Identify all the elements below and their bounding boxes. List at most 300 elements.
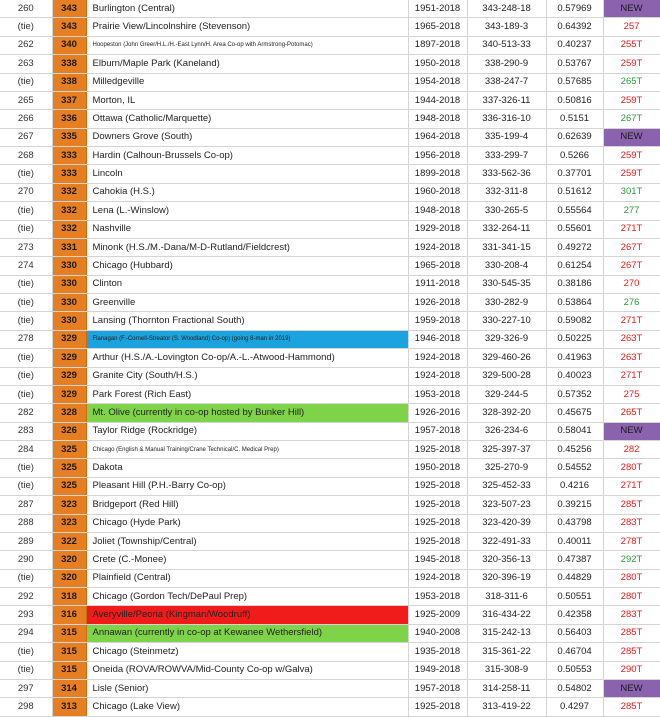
pct-cell: 0.40011	[546, 532, 603, 550]
table-row[interactable]	[0, 294, 660, 312]
wins-cell: 313	[52, 698, 86, 716]
table-row[interactable]	[0, 349, 660, 367]
table-row[interactable]	[0, 661, 660, 679]
school-cell: Hardin (Calhoun-Brussels Co-op)	[86, 147, 408, 165]
rank-cell: 274	[0, 257, 52, 275]
pct-cell: 0.43798	[546, 514, 603, 532]
years-cell: 1946-2018	[408, 330, 467, 348]
wins-cell: 332	[52, 183, 86, 201]
school-cell: Lena (L.-Winslow)	[86, 202, 408, 220]
record-cell: 331-341-15	[467, 238, 546, 256]
pct-cell: 0.55601	[546, 220, 603, 238]
wins-cell: 329	[52, 385, 86, 403]
wins-cell: 343	[52, 0, 86, 18]
previous-rank-cell: 271T	[603, 220, 660, 238]
record-cell: 330-282-9	[467, 294, 546, 312]
years-cell: 1953-2018	[408, 588, 467, 606]
record-cell: 329-500-28	[467, 367, 546, 385]
record-cell: 316-434-22	[467, 606, 546, 624]
record-cell: 315-242-13	[467, 624, 546, 642]
school-cell: Joliet (Township/Central)	[86, 532, 408, 550]
record-cell: 338-247-7	[467, 73, 546, 91]
previous-rank-cell: 283T	[603, 606, 660, 624]
table-row[interactable]	[0, 477, 660, 495]
record-cell: 326-234-6	[467, 422, 546, 440]
table-row[interactable]	[0, 312, 660, 330]
years-cell: 1925-2018	[408, 477, 467, 495]
rank-cell: 283	[0, 422, 52, 440]
pct-cell: 0.5151	[546, 110, 603, 128]
years-cell: 1929-2018	[408, 220, 467, 238]
wins-cell: 314	[52, 679, 86, 697]
table-row[interactable]	[0, 643, 660, 661]
wins-cell: 315	[52, 624, 86, 642]
table-row[interactable]	[0, 569, 660, 587]
pct-cell: 0.62639	[546, 128, 603, 146]
years-cell: 1957-2018	[408, 422, 467, 440]
previous-rank-cell: 257	[603, 18, 660, 36]
school-cell: Chicago (Steinmetz)	[86, 643, 408, 661]
pct-cell: 0.57969	[546, 0, 603, 18]
years-cell: 1964-2018	[408, 128, 467, 146]
record-cell: 330-265-5	[467, 202, 546, 220]
school-cell: Park Forest (Rich East)	[86, 385, 408, 403]
years-cell: 1965-2018	[408, 18, 467, 36]
school-cell: Mt. Olive (currently in co-op hosted by Bunker Hill)	[86, 404, 408, 422]
record-cell: 325-397-37	[467, 441, 546, 459]
record-cell: 330-545-35	[467, 275, 546, 293]
rank-cell: 290	[0, 551, 52, 569]
previous-rank-cell: 263T	[603, 330, 660, 348]
table-row[interactable]	[0, 404, 660, 422]
years-cell: 1924-2018	[408, 349, 467, 367]
pct-cell: 0.50553	[546, 661, 603, 679]
pct-cell: 0.49272	[546, 238, 603, 256]
pct-cell: 0.54552	[546, 459, 603, 477]
years-cell: 1950-2018	[408, 55, 467, 73]
wins-cell: 330	[52, 257, 86, 275]
years-cell: 1926-2016	[408, 404, 467, 422]
record-cell: 343-189-3	[467, 18, 546, 36]
table-row[interactable]	[0, 514, 660, 532]
record-cell: 333-562-36	[467, 165, 546, 183]
rank-cell: (tie)	[0, 73, 52, 91]
table-row[interactable]	[0, 147, 660, 165]
pct-cell: 0.53767	[546, 55, 603, 73]
wins-cell: 329	[52, 349, 86, 367]
rank-cell: (tie)	[0, 569, 52, 587]
wins-cell: 315	[52, 643, 86, 661]
table-row[interactable]	[0, 36, 660, 54]
rank-cell: 298	[0, 698, 52, 716]
pct-cell: 0.54802	[546, 679, 603, 697]
school-cell: Dakota	[86, 459, 408, 477]
years-cell: 1925-2018	[408, 514, 467, 532]
rank-cell: (tie)	[0, 165, 52, 183]
years-cell: 1940-2008	[408, 624, 467, 642]
rank-cell: (tie)	[0, 294, 52, 312]
rank-cell: (tie)	[0, 18, 52, 36]
rank-cell: (tie)	[0, 367, 52, 385]
years-cell: 1925-2018	[408, 532, 467, 550]
rank-cell: 287	[0, 496, 52, 514]
previous-rank-cell: 290T	[603, 661, 660, 679]
previous-rank-cell: 285T	[603, 496, 660, 514]
table-row[interactable]	[0, 385, 660, 403]
wins-cell: 328	[52, 404, 86, 422]
table-row[interactable]	[0, 551, 660, 569]
wins-cell: 326	[52, 422, 86, 440]
school-cell: Chicago (Hyde Park)	[86, 514, 408, 532]
table-row[interactable]	[0, 606, 660, 624]
school-cell: Clinton	[86, 275, 408, 293]
rank-cell: (tie)	[0, 349, 52, 367]
record-cell: 323-420-39	[467, 514, 546, 532]
years-cell: 1956-2018	[408, 147, 467, 165]
record-cell: 332-311-8	[467, 183, 546, 201]
school-cell: Granite City (South/H.S.)	[86, 367, 408, 385]
pct-cell: 0.53864	[546, 294, 603, 312]
school-cell: Chicago (Lake View)	[86, 698, 408, 716]
pct-cell: 0.57352	[546, 385, 603, 403]
wins-cell: 332	[52, 220, 86, 238]
school-cell: Hoopeston (John Greer/H.L./H.-East Lynn/H. Area Co-op with Armstrong-Potomac)	[86, 36, 408, 54]
previous-rank-cell: 259T	[603, 91, 660, 109]
previous-rank-cell: 283T	[603, 514, 660, 532]
wins-cell: 338	[52, 55, 86, 73]
wins-cell: 320	[52, 551, 86, 569]
table-row[interactable]	[0, 0, 660, 18]
years-cell: 1924-2018	[408, 238, 467, 256]
school-cell: Milledgeville	[86, 73, 408, 91]
school-cell: Lansing (Thornton Fractional South)	[86, 312, 408, 330]
table-row[interactable]	[0, 588, 660, 606]
school-cell: Chicago (Gordon Tech/DePaul Prep)	[86, 588, 408, 606]
pct-cell: 0.50225	[546, 330, 603, 348]
pct-cell: 0.37701	[546, 165, 603, 183]
school-cell: Bridgeport (Red Hill)	[86, 496, 408, 514]
rank-cell: 266	[0, 110, 52, 128]
school-cell: Burlington (Central)	[86, 0, 408, 18]
years-cell: 1948-2018	[408, 110, 467, 128]
rank-cell: 273	[0, 238, 52, 256]
table-row[interactable]	[0, 257, 660, 275]
record-cell: 315-308-9	[467, 661, 546, 679]
school-cell: Annawan (currently in co-op at Kewanee Wethersfield)	[86, 624, 408, 642]
table-row[interactable]	[0, 459, 660, 477]
previous-rank-cell: 255T	[603, 36, 660, 54]
record-cell: 329-244-5	[467, 385, 546, 403]
record-cell: 322-491-33	[467, 532, 546, 550]
school-cell: Cahokia (H.S.)	[86, 183, 408, 201]
table-row[interactable]	[0, 183, 660, 201]
years-cell: 1925-2018	[408, 698, 467, 716]
wins-cell: 322	[52, 532, 86, 550]
years-cell: 1924-2018	[408, 569, 467, 587]
rank-cell: 292	[0, 588, 52, 606]
previous-rank-cell: NEW	[603, 0, 660, 18]
record-cell: 337-326-11	[467, 91, 546, 109]
school-cell: Ottawa (Catholic/Marquette)	[86, 110, 408, 128]
wins-cell: 329	[52, 367, 86, 385]
previous-rank-cell: 270	[603, 275, 660, 293]
previous-rank-cell: 259T	[603, 55, 660, 73]
school-cell: Lincoln	[86, 165, 408, 183]
pct-cell: 0.5266	[546, 147, 603, 165]
rank-cell: 267	[0, 128, 52, 146]
years-cell: 1945-2018	[408, 551, 467, 569]
previous-rank-cell: NEW	[603, 128, 660, 146]
previous-rank-cell: 267T	[603, 110, 660, 128]
record-cell: 338-290-9	[467, 55, 546, 73]
pct-cell: 0.39215	[546, 496, 603, 514]
rank-cell: 288	[0, 514, 52, 532]
years-cell: 1957-2018	[408, 679, 467, 697]
rank-cell: 263	[0, 55, 52, 73]
years-cell: 1950-2018	[408, 459, 467, 477]
wins-cell: 332	[52, 202, 86, 220]
pct-cell: 0.61254	[546, 257, 603, 275]
school-cell: Averyville/Peoria (Kingman/Woodruff)	[86, 606, 408, 624]
rank-cell: (tie)	[0, 385, 52, 403]
wins-cell: 331	[52, 238, 86, 256]
record-cell: 323-507-23	[467, 496, 546, 514]
table-row[interactable]	[0, 202, 660, 220]
rank-cell: (tie)	[0, 477, 52, 495]
rank-cell: 293	[0, 606, 52, 624]
previous-rank-cell: 263T	[603, 349, 660, 367]
previous-rank-cell: 285T	[603, 698, 660, 716]
previous-rank-cell: 275	[603, 385, 660, 403]
table-row[interactable]	[0, 698, 660, 716]
school-cell: Plainfield (Central)	[86, 569, 408, 587]
school-cell: Morton, IL	[86, 91, 408, 109]
table-row[interactable]	[0, 532, 660, 550]
school-cell: Chicago (Hubbard)	[86, 257, 408, 275]
previous-rank-cell: 271T	[603, 367, 660, 385]
record-cell: 315-361-22	[467, 643, 546, 661]
record-cell: 320-356-13	[467, 551, 546, 569]
years-cell: 1935-2018	[408, 643, 467, 661]
previous-rank-cell: 280T	[603, 569, 660, 587]
pct-cell: 0.38186	[546, 275, 603, 293]
school-cell: Oneida (ROVA/ROWVA/Mid-County Co-op w/Galva)	[86, 661, 408, 679]
pct-cell: 0.4216	[546, 477, 603, 495]
wins-cell: 333	[52, 147, 86, 165]
school-cell: Minonk (H.S./M.-Dana/M-D-Rutland/Fieldcrest)	[86, 238, 408, 256]
record-cell: 313-419-22	[467, 698, 546, 716]
previous-rank-cell: 278T	[603, 532, 660, 550]
table-row[interactable]	[0, 275, 660, 293]
years-cell: 1911-2018	[408, 275, 467, 293]
previous-rank-cell: 282	[603, 441, 660, 459]
rank-cell: (tie)	[0, 275, 52, 293]
rank-cell: 268	[0, 147, 52, 165]
pct-cell: 0.45256	[546, 441, 603, 459]
pct-cell: 0.47387	[546, 551, 603, 569]
record-cell: 332-264-11	[467, 220, 546, 238]
record-cell: 325-452-33	[467, 477, 546, 495]
table-row[interactable]	[0, 73, 660, 91]
pct-cell: 0.51612	[546, 183, 603, 201]
school-cell: Downers Grove (South)	[86, 128, 408, 146]
wins-cell: 325	[52, 459, 86, 477]
rank-cell: 294	[0, 624, 52, 642]
years-cell: 1954-2018	[408, 73, 467, 91]
school-cell: Pleasant Hill (P.H.-Barry Co-op)	[86, 477, 408, 495]
table-row[interactable]	[0, 18, 660, 36]
years-cell: 1926-2018	[408, 294, 467, 312]
wins-cell: 337	[52, 91, 86, 109]
years-cell: 1959-2018	[408, 312, 467, 330]
record-cell: 314-258-11	[467, 679, 546, 697]
previous-rank-cell: 259T	[603, 147, 660, 165]
previous-rank-cell: 271T	[603, 477, 660, 495]
years-cell: 1944-2018	[408, 91, 467, 109]
school-cell: Nashville	[86, 220, 408, 238]
previous-rank-cell: NEW	[603, 422, 660, 440]
record-cell: 329-326-9	[467, 330, 546, 348]
pct-cell: 0.64392	[546, 18, 603, 36]
previous-rank-cell: 276	[603, 294, 660, 312]
wins-cell: 330	[52, 312, 86, 330]
wins-cell: 329	[52, 330, 86, 348]
rank-cell: 297	[0, 679, 52, 697]
wins-cell: 318	[52, 588, 86, 606]
rank-cell: (tie)	[0, 661, 52, 679]
rank-cell: 270	[0, 183, 52, 201]
wins-cell: 316	[52, 606, 86, 624]
previous-rank-cell: 277	[603, 202, 660, 220]
rank-cell: (tie)	[0, 312, 52, 330]
previous-rank-cell: 265T	[603, 404, 660, 422]
years-cell: 1965-2018	[408, 257, 467, 275]
record-cell: 340-513-33	[467, 36, 546, 54]
years-cell: 1953-2018	[408, 385, 467, 403]
school-cell: Taylor Ridge (Rockridge)	[86, 422, 408, 440]
table-row[interactable]	[0, 110, 660, 128]
pct-cell: 0.58041	[546, 422, 603, 440]
wins-cell: 323	[52, 514, 86, 532]
table-row[interactable]	[0, 55, 660, 73]
wins-cell: 343	[52, 18, 86, 36]
record-cell: 343-248-18	[467, 0, 546, 18]
wins-cell: 330	[52, 275, 86, 293]
wins-cell: 323	[52, 496, 86, 514]
rank-cell: 260	[0, 0, 52, 18]
rank-cell: (tie)	[0, 643, 52, 661]
pct-cell: 0.41963	[546, 349, 603, 367]
years-cell: 1948-2018	[408, 202, 467, 220]
rank-cell: 262	[0, 36, 52, 54]
table-row[interactable]	[0, 441, 660, 459]
record-cell: 328-392-20	[467, 404, 546, 422]
previous-rank-cell: 271T	[603, 312, 660, 330]
wins-cell: 336	[52, 110, 86, 128]
wins-cell: 333	[52, 165, 86, 183]
table-row[interactable]	[0, 679, 660, 697]
pct-cell: 0.4297	[546, 698, 603, 716]
pct-cell: 0.55564	[546, 202, 603, 220]
years-cell: 1899-2018	[408, 165, 467, 183]
years-cell: 1960-2018	[408, 183, 467, 201]
record-cell: 330-227-10	[467, 312, 546, 330]
wins-cell: 325	[52, 441, 86, 459]
wins-cell: 330	[52, 294, 86, 312]
previous-rank-cell: 259T	[603, 165, 660, 183]
table-row[interactable]	[0, 91, 660, 109]
years-cell: 1925-2018	[408, 441, 467, 459]
rank-cell: 284	[0, 441, 52, 459]
years-cell: 1925-2018	[408, 496, 467, 514]
table-row[interactable]	[0, 330, 660, 348]
record-cell: 330-208-4	[467, 257, 546, 275]
previous-rank-cell: 267T	[603, 257, 660, 275]
pct-cell: 0.57685	[546, 73, 603, 91]
school-cell: Prairie View/Lincolnshire (Stevenson)	[86, 18, 408, 36]
table-row[interactable]	[0, 496, 660, 514]
pct-cell: 0.56403	[546, 624, 603, 642]
previous-rank-cell: 292T	[603, 551, 660, 569]
years-cell: 1949-2018	[408, 661, 467, 679]
years-cell: 1951-2018	[408, 0, 467, 18]
school-cell: Lisle (Senior)	[86, 679, 408, 697]
previous-rank-cell: 265T	[603, 73, 660, 91]
previous-rank-cell: 267T	[603, 238, 660, 256]
pct-cell: 0.46704	[546, 643, 603, 661]
wins-cell: 315	[52, 661, 86, 679]
table-row[interactable]	[0, 367, 660, 385]
table-row[interactable]	[0, 128, 660, 146]
table-row[interactable]	[0, 238, 660, 256]
years-cell: 1925-2009	[408, 606, 467, 624]
record-cell: 329-460-26	[467, 349, 546, 367]
school-cell: Arthur (H.S./A.-Lovington Co-op/A.-L.-Atwood-Hammond)	[86, 349, 408, 367]
wins-cell: 325	[52, 477, 86, 495]
years-cell: 1924-2018	[408, 367, 467, 385]
table-row[interactable]	[0, 220, 660, 238]
rank-cell: 265	[0, 91, 52, 109]
pct-cell: 0.42358	[546, 606, 603, 624]
pct-cell: 0.45675	[546, 404, 603, 422]
table-row[interactable]	[0, 165, 660, 183]
record-cell: 336-316-10	[467, 110, 546, 128]
rank-cell: (tie)	[0, 459, 52, 477]
wins-cell: 338	[52, 73, 86, 91]
previous-rank-cell: 301T	[603, 183, 660, 201]
record-cell: 318-311-6	[467, 588, 546, 606]
wins-cell: 320	[52, 569, 86, 587]
school-cell: Elburn/Maple Park (Kaneland)	[86, 55, 408, 73]
previous-rank-cell: NEW	[603, 679, 660, 697]
school-cell: Flanagan (F.-Cornell-Streator (S. Woodland) Co-op) (going 8-man in 2019)	[86, 330, 408, 348]
table-row[interactable]	[0, 422, 660, 440]
previous-rank-cell: 280T	[603, 459, 660, 477]
school-cell: Crete (C.-Monee)	[86, 551, 408, 569]
school-cell: Greenville	[86, 294, 408, 312]
rank-cell: (tie)	[0, 202, 52, 220]
previous-rank-cell: 285T	[603, 643, 660, 661]
record-cell: 320-396-19	[467, 569, 546, 587]
pct-cell: 0.40023	[546, 367, 603, 385]
wins-cell: 335	[52, 128, 86, 146]
record-cell: 325-270-9	[467, 459, 546, 477]
school-cell: Chicago (English & Manual Training/Crane Technical/C. Medical Prep)	[86, 441, 408, 459]
pct-cell: 0.50816	[546, 91, 603, 109]
pct-cell: 0.40237	[546, 36, 603, 54]
record-cell: 335-199-4	[467, 128, 546, 146]
table-row[interactable]	[0, 624, 660, 642]
